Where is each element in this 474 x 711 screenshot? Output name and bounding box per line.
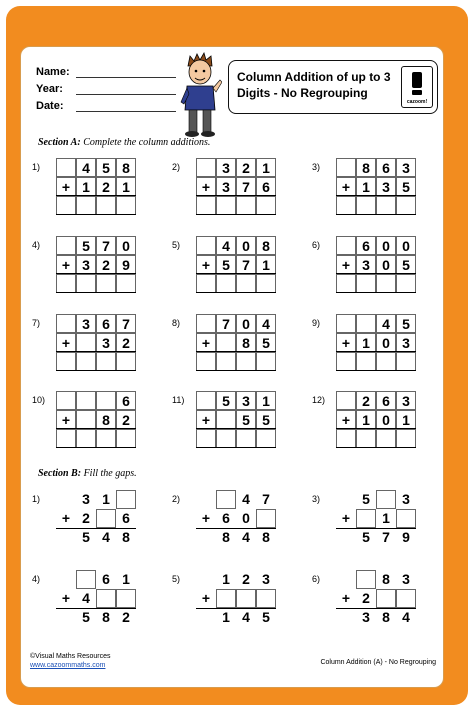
cazoom-logo bbox=[401, 66, 433, 108]
gap-box[interactable] bbox=[236, 589, 256, 608]
section-b-instruction: Fill the gaps. bbox=[83, 468, 137, 479]
sum-line bbox=[336, 428, 416, 429]
digit: 2 bbox=[242, 571, 250, 587]
sign-cell bbox=[336, 158, 356, 177]
sum-line bbox=[196, 447, 276, 448]
answer-cell[interactable] bbox=[76, 429, 96, 448]
digit: 1 bbox=[222, 571, 230, 587]
digit-cell: 7 bbox=[96, 236, 116, 255]
answer-cell[interactable] bbox=[196, 196, 216, 215]
gap-box[interactable] bbox=[356, 509, 376, 528]
answer-digit: 4 bbox=[102, 529, 110, 545]
plus-sign: + bbox=[336, 333, 356, 352]
digit-cell bbox=[96, 391, 116, 410]
digit: 4 bbox=[242, 491, 250, 507]
date-label: Date: bbox=[36, 100, 64, 112]
digit-cell: 5 bbox=[96, 158, 116, 177]
gap-box[interactable] bbox=[216, 589, 236, 608]
digit-cell: 4 bbox=[76, 158, 96, 177]
answer-cell[interactable] bbox=[356, 274, 376, 293]
answer-cell[interactable] bbox=[96, 274, 116, 293]
answer-cell[interactable] bbox=[76, 196, 96, 215]
worksheet-title: Column Addition of up to 3 Digits - No Regrouping bbox=[237, 70, 391, 100]
answer-cell[interactable] bbox=[96, 196, 116, 215]
sign-cell bbox=[196, 391, 216, 410]
answer-digit: 9 bbox=[402, 529, 410, 545]
sum-line bbox=[336, 292, 416, 293]
digit-cell bbox=[76, 333, 96, 352]
digit-cell: 0 bbox=[376, 255, 396, 274]
sign-cell bbox=[196, 314, 216, 333]
question-number: 5) bbox=[172, 574, 181, 584]
digit-cell: 1 bbox=[116, 177, 136, 196]
sum-line bbox=[56, 195, 136, 196]
digit-cell: 2 bbox=[96, 177, 116, 196]
answer-cell[interactable] bbox=[196, 274, 216, 293]
digit: 2 bbox=[82, 510, 90, 526]
answer-digit: 8 bbox=[222, 529, 230, 545]
digit: 1 bbox=[382, 510, 390, 526]
plus-sign: + bbox=[56, 333, 76, 352]
digit-cell: 3 bbox=[216, 158, 236, 177]
year-label: Year: bbox=[36, 83, 63, 95]
answer-cell[interactable] bbox=[376, 196, 396, 215]
answer-cell[interactable] bbox=[236, 429, 256, 448]
digit-cell: 3 bbox=[396, 391, 416, 410]
digit-cell: 5 bbox=[396, 177, 416, 196]
question-number: 9) bbox=[312, 318, 321, 328]
answer-cell[interactable] bbox=[396, 429, 416, 448]
gap-box[interactable] bbox=[376, 490, 396, 509]
answer-cell[interactable] bbox=[336, 196, 356, 215]
sign-cell bbox=[56, 236, 76, 255]
digit-cell: 3 bbox=[236, 391, 256, 410]
sign-cell bbox=[336, 391, 356, 410]
digit-cell: 1 bbox=[356, 177, 376, 196]
answer-cell[interactable] bbox=[96, 429, 116, 448]
digit-cell: 7 bbox=[236, 177, 256, 196]
question-number: 4) bbox=[32, 240, 41, 250]
footer-credits bbox=[30, 652, 111, 670]
digit-cell bbox=[356, 314, 376, 333]
plus-sign: + bbox=[61, 590, 71, 606]
digit-cell bbox=[216, 333, 236, 352]
digit-cell: 0 bbox=[236, 314, 256, 333]
answer-cell[interactable] bbox=[396, 352, 416, 371]
section-a-label: Section A: bbox=[38, 137, 81, 148]
answer-cell[interactable] bbox=[376, 352, 396, 371]
digit-cell: 1 bbox=[256, 391, 276, 410]
digit: 3 bbox=[262, 571, 270, 587]
digit-cell: 2 bbox=[96, 255, 116, 274]
digit: 4 bbox=[82, 590, 90, 606]
digit-cell: 3 bbox=[76, 255, 96, 274]
digit-cell: 1 bbox=[76, 177, 96, 196]
answer-cell[interactable] bbox=[396, 274, 416, 293]
plus-sign: + bbox=[341, 510, 351, 526]
sign-cell bbox=[196, 236, 216, 255]
answer-cell[interactable] bbox=[116, 274, 136, 293]
sum-line bbox=[196, 428, 276, 429]
answer-cell[interactable] bbox=[76, 274, 96, 293]
digit: 3 bbox=[402, 571, 410, 587]
question-number: 10) bbox=[32, 395, 46, 405]
digit-cell: 3 bbox=[356, 255, 376, 274]
digit-cell: 8 bbox=[356, 158, 376, 177]
section-b-title bbox=[38, 468, 137, 479]
sum-line bbox=[56, 528, 136, 529]
plus-sign: + bbox=[56, 255, 76, 274]
answer-digit: 5 bbox=[82, 529, 90, 545]
answer-cell[interactable] bbox=[76, 352, 96, 371]
digit: 3 bbox=[82, 491, 90, 507]
answer-cell[interactable] bbox=[96, 352, 116, 371]
digit: 8 bbox=[382, 571, 390, 587]
answer-digit: 3 bbox=[362, 609, 370, 625]
answer-cell[interactable] bbox=[116, 196, 136, 215]
sum-line bbox=[196, 195, 276, 196]
digit-cell: 5 bbox=[76, 236, 96, 255]
gap-box[interactable] bbox=[116, 589, 136, 608]
plus-sign: + bbox=[336, 255, 356, 274]
sum-line bbox=[336, 214, 416, 215]
digit-cell: 1 bbox=[256, 255, 276, 274]
digit-cell: 5 bbox=[396, 255, 416, 274]
sign-cell bbox=[56, 158, 76, 177]
plus-sign: + bbox=[336, 410, 356, 429]
sum-line bbox=[196, 351, 276, 352]
question-number: 3) bbox=[312, 494, 321, 504]
answer-cell[interactable] bbox=[216, 274, 236, 293]
name-label: Name: bbox=[36, 66, 70, 78]
sum-line bbox=[196, 292, 276, 293]
answer-digit: 8 bbox=[382, 609, 390, 625]
digit: 2 bbox=[362, 590, 370, 606]
answer-cell[interactable] bbox=[216, 429, 236, 448]
sign-cell bbox=[336, 236, 356, 255]
sum-line bbox=[196, 370, 276, 371]
answer-digit: 1 bbox=[222, 609, 230, 625]
digit-cell: 1 bbox=[356, 333, 376, 352]
digit-cell: 0 bbox=[376, 333, 396, 352]
digit-cell: 5 bbox=[216, 255, 236, 274]
question-number: 11) bbox=[172, 395, 185, 405]
digit-cell: 3 bbox=[376, 177, 396, 196]
answer-digit: 2 bbox=[122, 609, 130, 625]
answer-cell[interactable] bbox=[356, 352, 376, 371]
digit: 5 bbox=[362, 491, 370, 507]
digit-cell: 2 bbox=[116, 410, 136, 429]
sum-line bbox=[56, 351, 136, 352]
sum-line bbox=[56, 292, 136, 293]
digit: 1 bbox=[122, 571, 130, 587]
logo-text: cazoom! bbox=[406, 99, 428, 105]
gap-box[interactable] bbox=[256, 509, 276, 528]
digit-cell: 5 bbox=[216, 391, 236, 410]
sum-line bbox=[336, 351, 416, 352]
answer-cell[interactable] bbox=[256, 429, 276, 448]
digit-cell: 4 bbox=[256, 314, 276, 333]
digit-cell bbox=[76, 391, 96, 410]
digit-cell: 1 bbox=[256, 158, 276, 177]
answer-cell[interactable] bbox=[336, 352, 356, 371]
digit-cell: 6 bbox=[356, 236, 376, 255]
plus-sign: + bbox=[56, 177, 76, 196]
digit-cell bbox=[76, 410, 96, 429]
gap-box[interactable] bbox=[116, 490, 136, 509]
digit-cell: 7 bbox=[236, 255, 256, 274]
answer-cell[interactable] bbox=[56, 429, 76, 448]
digit: 1 bbox=[102, 491, 110, 507]
digit-cell: 1 bbox=[396, 410, 416, 429]
digit: 3 bbox=[402, 491, 410, 507]
digit-cell: 3 bbox=[96, 333, 116, 352]
question-number: 7) bbox=[32, 318, 41, 328]
gap-box[interactable] bbox=[396, 589, 416, 608]
digit-cell: 4 bbox=[376, 314, 396, 333]
digit-cell: 7 bbox=[216, 314, 236, 333]
question-number: 6) bbox=[312, 574, 321, 584]
digit-cell: 3 bbox=[76, 314, 96, 333]
digit: 6 bbox=[102, 571, 110, 587]
answer-cell[interactable] bbox=[116, 429, 136, 448]
mascot-boy-icon bbox=[178, 52, 222, 138]
sum-line bbox=[336, 273, 416, 274]
digit-cell: 6 bbox=[116, 391, 136, 410]
answer-cell[interactable] bbox=[216, 196, 236, 215]
question-number: 1) bbox=[32, 494, 41, 504]
sum-line bbox=[336, 370, 416, 371]
digit-cell: 0 bbox=[396, 236, 416, 255]
digit-cell: 8 bbox=[236, 333, 256, 352]
sum-line bbox=[196, 273, 276, 274]
answer-cell[interactable] bbox=[336, 429, 356, 448]
answer-digit: 8 bbox=[262, 529, 270, 545]
digit-cell: 3 bbox=[396, 158, 416, 177]
sum-line bbox=[196, 214, 276, 215]
answer-cell[interactable] bbox=[236, 196, 256, 215]
question-number: 2) bbox=[172, 494, 181, 504]
digit-cell: 2 bbox=[356, 391, 376, 410]
gap-box[interactable] bbox=[376, 589, 396, 608]
answer-cell[interactable] bbox=[256, 274, 276, 293]
answer-cell[interactable] bbox=[256, 352, 276, 371]
date-line[interactable] bbox=[76, 111, 176, 112]
sum-line bbox=[336, 528, 416, 529]
sum-line bbox=[336, 447, 416, 448]
answer-cell[interactable] bbox=[356, 429, 376, 448]
gap-box[interactable] bbox=[216, 490, 236, 509]
gap-box[interactable] bbox=[256, 589, 276, 608]
sum-line bbox=[336, 608, 416, 609]
digit-cell: 0 bbox=[116, 236, 136, 255]
sum-line bbox=[56, 447, 136, 448]
sum-line bbox=[56, 370, 136, 371]
digit-cell: 2 bbox=[116, 333, 136, 352]
answer-cell[interactable] bbox=[336, 274, 356, 293]
digit-cell: 5 bbox=[256, 410, 276, 429]
gap-box[interactable] bbox=[96, 589, 116, 608]
digit-cell: 0 bbox=[376, 410, 396, 429]
digit: 6 bbox=[122, 510, 130, 526]
digit-cell: 6 bbox=[256, 177, 276, 196]
sum-line bbox=[56, 608, 136, 609]
plus-sign: + bbox=[201, 510, 211, 526]
question-number: 6) bbox=[312, 240, 321, 250]
answer-digit: 5 bbox=[362, 529, 370, 545]
answer-digit: 8 bbox=[102, 609, 110, 625]
digit: 0 bbox=[242, 510, 250, 526]
answer-cell[interactable] bbox=[56, 352, 76, 371]
digit-cell: 7 bbox=[116, 314, 136, 333]
digit-cell: 3 bbox=[396, 333, 416, 352]
digit-cell: 0 bbox=[376, 236, 396, 255]
answer-cell[interactable] bbox=[236, 274, 256, 293]
digit-cell: 8 bbox=[96, 410, 116, 429]
section-a-instruction: Complete the column additions. bbox=[83, 137, 211, 148]
plus-sign: + bbox=[336, 177, 356, 196]
digit-cell: 1 bbox=[356, 410, 376, 429]
answer-digit: 4 bbox=[242, 529, 250, 545]
answer-digit: 5 bbox=[82, 609, 90, 625]
question-number: 8) bbox=[172, 318, 181, 328]
question-number: 3) bbox=[312, 162, 321, 172]
year-line[interactable] bbox=[76, 94, 176, 95]
answer-cell[interactable] bbox=[356, 196, 376, 215]
answer-digit: 4 bbox=[242, 609, 250, 625]
question-number: 5) bbox=[172, 240, 181, 250]
section-b-label: Section B: bbox=[38, 468, 82, 479]
section-a-title bbox=[38, 137, 210, 148]
question-number: 4) bbox=[32, 574, 41, 584]
title-box bbox=[228, 60, 438, 114]
plus-sign: + bbox=[196, 333, 216, 352]
plus-sign: + bbox=[196, 177, 216, 196]
digit-cell: 5 bbox=[236, 410, 256, 429]
digit: 6 bbox=[222, 510, 230, 526]
digit-cell: 5 bbox=[256, 333, 276, 352]
digit: 7 bbox=[262, 491, 270, 507]
digit-cell: 3 bbox=[216, 177, 236, 196]
answer-cell[interactable] bbox=[376, 274, 396, 293]
plus-sign: + bbox=[341, 590, 351, 606]
answer-digit: 8 bbox=[122, 529, 130, 545]
gap-box[interactable] bbox=[396, 509, 416, 528]
answer-cell[interactable] bbox=[56, 274, 76, 293]
digit-cell: 6 bbox=[376, 158, 396, 177]
digit-cell: 8 bbox=[116, 158, 136, 177]
digit-cell: 0 bbox=[236, 236, 256, 255]
plus-sign: + bbox=[196, 255, 216, 274]
answer-cell[interactable] bbox=[376, 429, 396, 448]
answer-cell[interactable] bbox=[396, 196, 416, 215]
sign-cell bbox=[56, 314, 76, 333]
worksheet-name: Column Addition (A) - No Regrouping bbox=[320, 659, 436, 666]
answer-cell[interactable] bbox=[236, 352, 256, 371]
digit-cell: 9 bbox=[116, 255, 136, 274]
question-number: 1) bbox=[32, 162, 41, 172]
sign-cell bbox=[196, 158, 216, 177]
name-line[interactable] bbox=[76, 77, 176, 78]
answer-cell[interactable] bbox=[116, 352, 136, 371]
sum-line bbox=[336, 195, 416, 196]
sign-cell bbox=[336, 314, 356, 333]
gap-box[interactable] bbox=[76, 570, 96, 589]
question-number: 12) bbox=[312, 395, 326, 405]
sum-line bbox=[196, 528, 276, 529]
gap-box[interactable] bbox=[96, 509, 116, 528]
plus-sign: + bbox=[201, 590, 211, 606]
digit-cell: 6 bbox=[96, 314, 116, 333]
digit-cell: 4 bbox=[216, 236, 236, 255]
copyright-text: ©Visual Maths Resources bbox=[30, 653, 111, 660]
sum-line bbox=[56, 214, 136, 215]
digit-cell: 5 bbox=[396, 314, 416, 333]
answer-cell[interactable] bbox=[196, 429, 216, 448]
sum-line bbox=[56, 273, 136, 274]
question-number: 2) bbox=[172, 162, 181, 172]
sum-line bbox=[56, 428, 136, 429]
sign-cell bbox=[56, 391, 76, 410]
plus-sign: + bbox=[61, 510, 71, 526]
answer-digit: 4 bbox=[402, 609, 410, 625]
answer-digit: 7 bbox=[382, 529, 390, 545]
sum-line bbox=[196, 608, 276, 609]
digit-cell bbox=[216, 410, 236, 429]
answer-cell[interactable] bbox=[56, 196, 76, 215]
digit-cell: 8 bbox=[256, 236, 276, 255]
website-link[interactable]: www.cazoommaths.com bbox=[30, 662, 106, 669]
answer-cell[interactable] bbox=[256, 196, 276, 215]
exclamation-icon bbox=[402, 67, 432, 97]
gap-box[interactable] bbox=[356, 570, 376, 589]
answer-cell[interactable] bbox=[216, 352, 236, 371]
digit-cell: 2 bbox=[236, 158, 256, 177]
plus-sign: + bbox=[56, 410, 76, 429]
digit-cell: 6 bbox=[376, 391, 396, 410]
answer-digit: 5 bbox=[262, 609, 270, 625]
answer-cell[interactable] bbox=[196, 352, 216, 371]
plus-sign: + bbox=[196, 410, 216, 429]
